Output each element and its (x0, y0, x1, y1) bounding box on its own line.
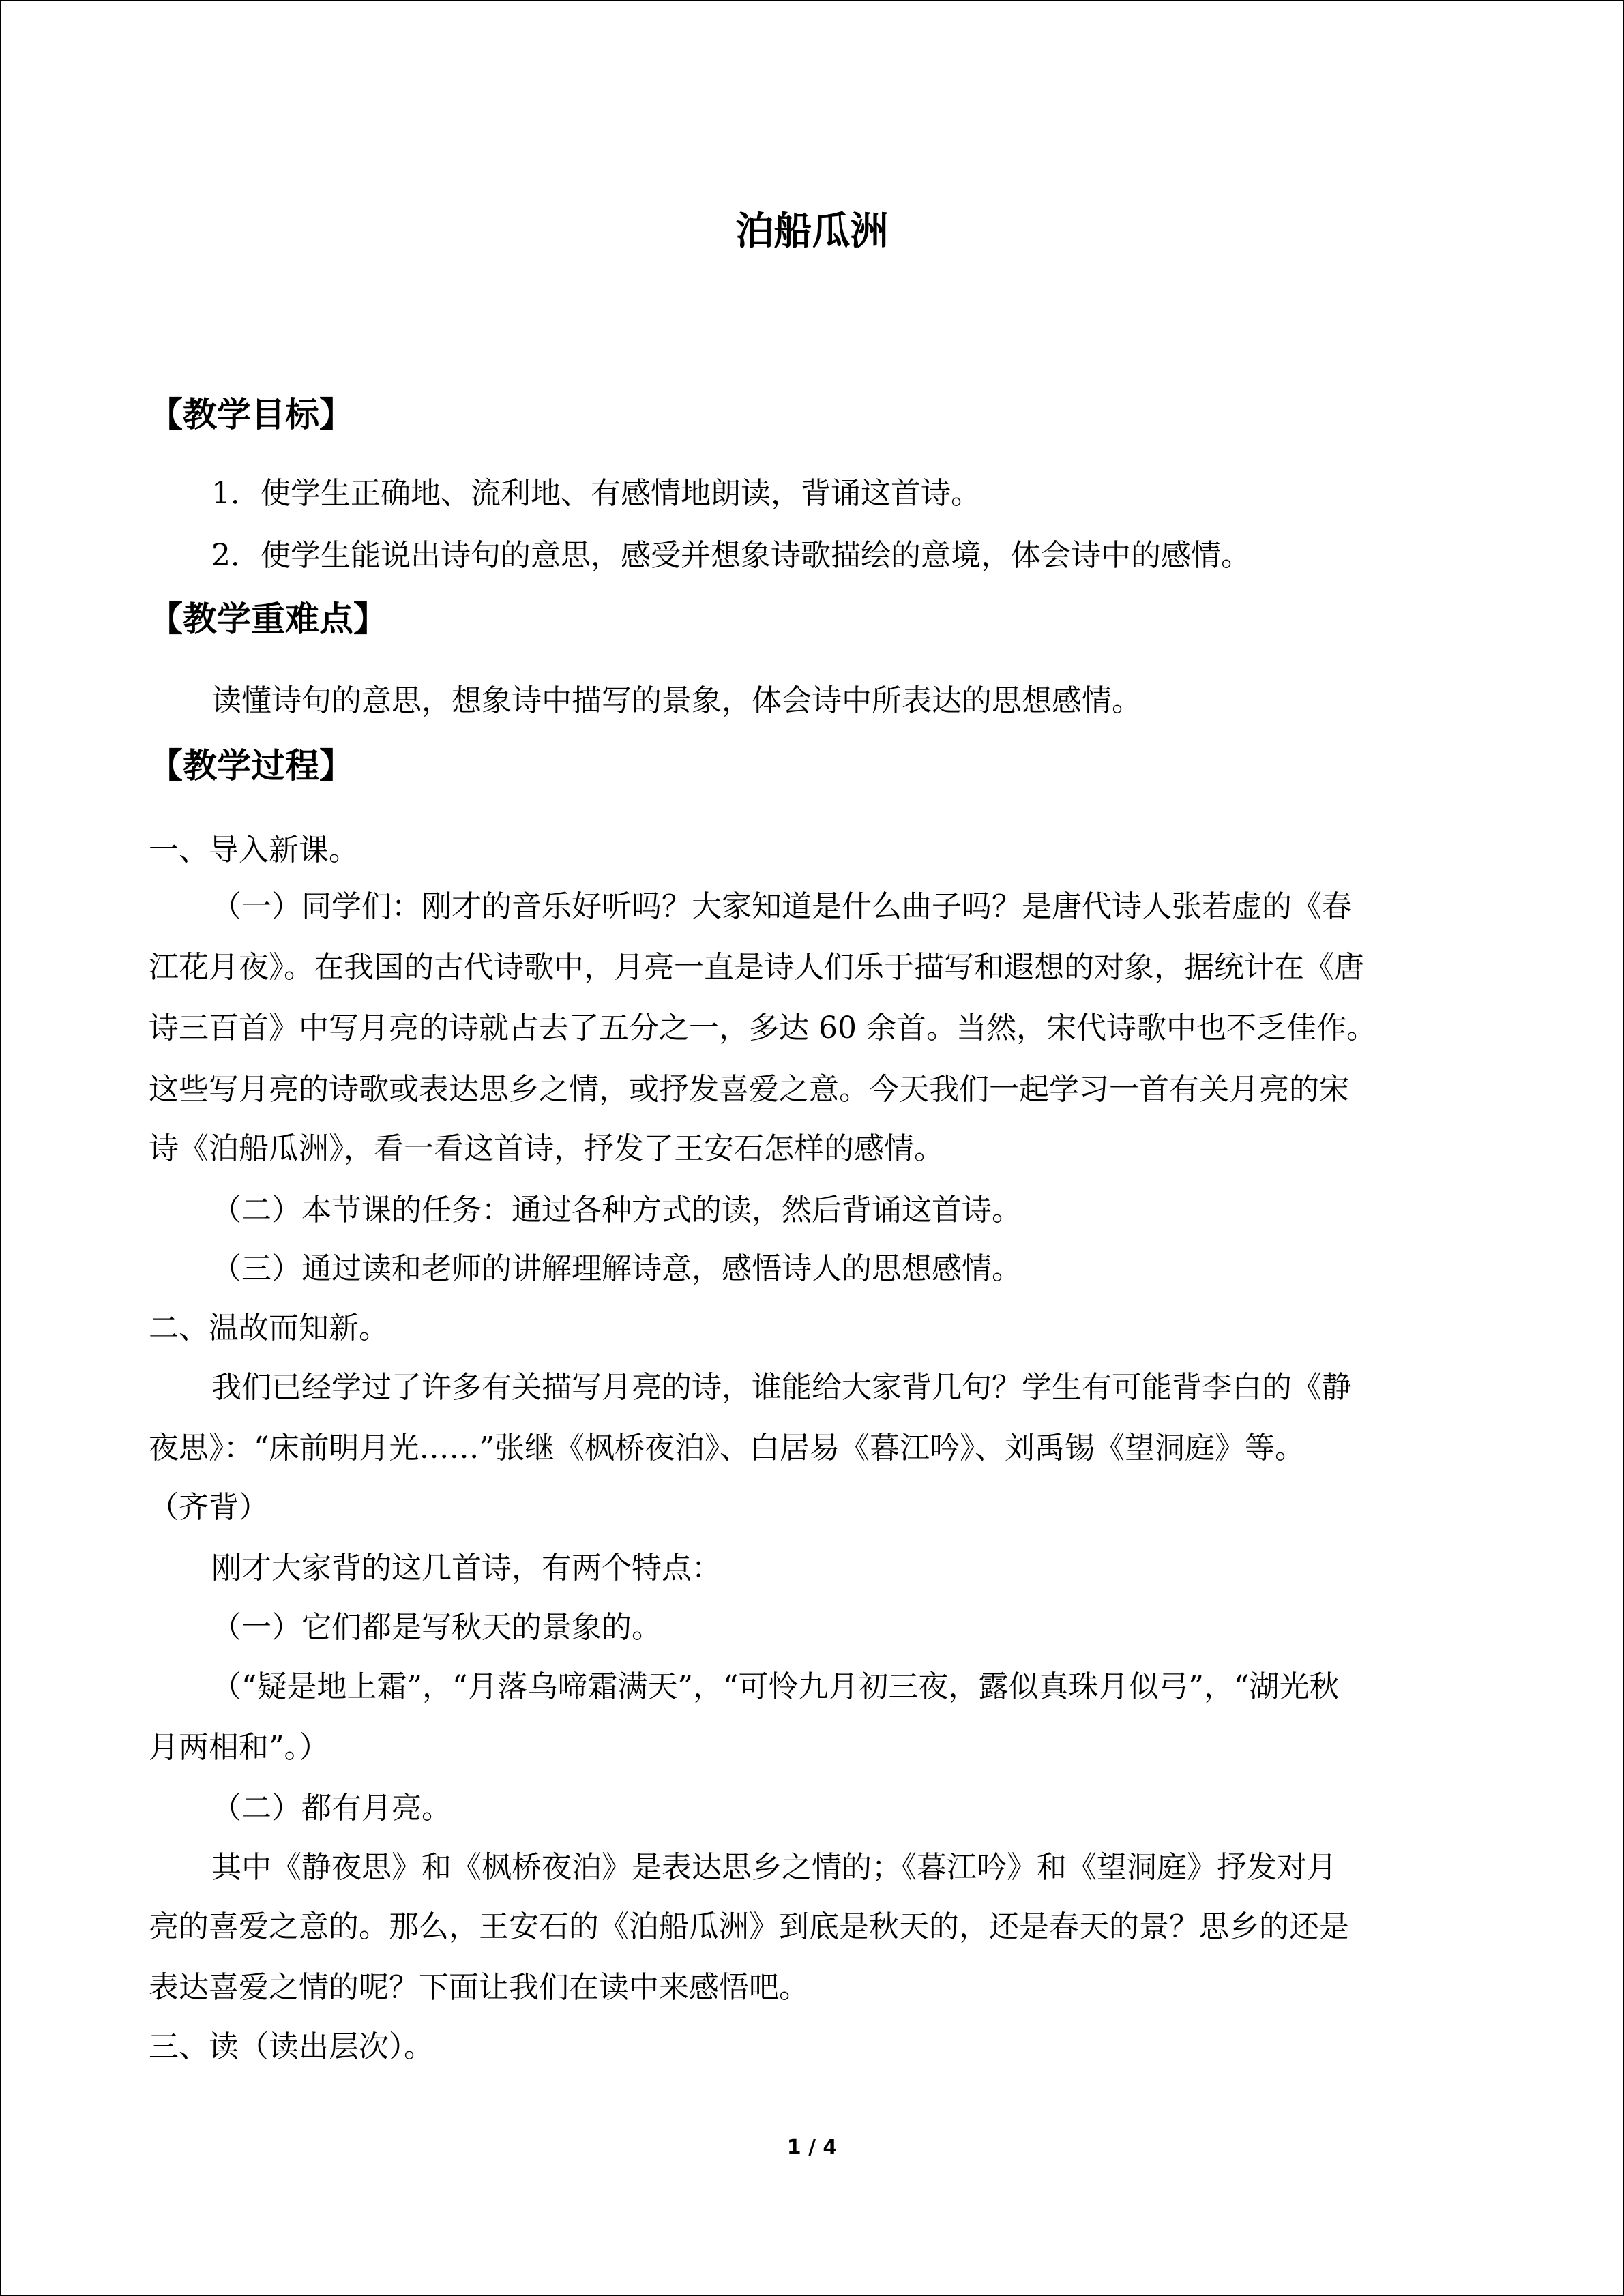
document-title: 泊船瓜洲 (735, 209, 889, 254)
goal-item: 2．使学生能说出诗句的意思，感受并想象诗歌描绘的意境，体会诗中的感情。 (211, 538, 1251, 573)
process-part-heading: 二、温故而知新。 (149, 1311, 389, 1345)
paragraph-line: 其中《静夜思》和《枫桥夜泊》是表达思乡之情的；《暮江吟》和《望洞庭》抒发对月 (211, 1850, 1337, 1885)
paragraph-line: 江花月夜》。在我国的古代诗歌中，月亮一直是诗人们乐于描写和遐想的对象，据统计在《唐 (149, 950, 1364, 985)
paragraph-line: （一）同学们：刚才的音乐好听吗？大家知道是什么曲子吗？是唐代诗人张若虚的《春 (211, 889, 1352, 924)
goal-item: 1．使学生正确地、流利地、有感情地朗读，背诵这首诗。 (211, 476, 981, 511)
keypoints-text: 读懂诗句的意思，想象诗中描写的景象，体会诗中所表达的思想感情。 (211, 683, 1142, 718)
section-heading-keypoints: 【教学重难点】 (149, 599, 387, 639)
paragraph-line: 亮的喜爱之意的。那么，王安石的《泊船瓜洲》到底是秋天的，还是春天的景？思乡的还是 (149, 1909, 1349, 1944)
paragraph-line: （二）都有月亮。 (211, 1791, 452, 1825)
paragraph-line: 我们已经学过了许多有关描写月亮的诗，谁能给大家背几句？学生有可能背李白的《静 (211, 1370, 1352, 1405)
paragraph-line: （二）本节课的任务：通过各种方式的读，然后背诵这首诗。 (211, 1193, 1022, 1227)
paragraph-line: 刚才大家背的这几首诗，有两个特点： (211, 1551, 722, 1585)
paragraph-line: 表达喜爱之情的呢？下面让我们在读中来感悟吧。 (149, 1970, 809, 2005)
paragraph-line: 诗《泊船瓜洲》，看一看这首诗，抒发了王安石怎样的感情。 (149, 1131, 944, 1166)
paragraph-line: （齐背） (149, 1490, 269, 1525)
paragraph-line: 月两相和”。） (149, 1730, 329, 1765)
paragraph-line: （一）它们都是写秋天的景象的。 (211, 1610, 662, 1645)
process-part-heading: 一、导入新课。 (149, 833, 359, 867)
paragraph-line: 这些写月亮的诗歌或表达思乡之情，或抒发喜爱之意。今天我们一起学习一首有关月亮的宋 (149, 1072, 1349, 1107)
paragraph-line: 夜思》：“床前明月光……”张继《枫桥夜泊》、白居易《暮江吟》、刘禹锡《望洞庭》等。 (149, 1431, 1305, 1465)
section-heading-goals: 【教学目标】 (149, 395, 353, 434)
paragraph-line: （三）通过读和老师的讲解理解诗意，感悟诗人的思想感情。 (211, 1251, 1022, 1286)
process-part-heading: 三、读（读出层次）。 (149, 2029, 434, 2064)
paragraph-line: 诗三百首》中写月亮的诗就占去了五分之一，多达 60 余首。当然，宋代诗歌中也不乏佳作。 (149, 1011, 1376, 1045)
page-number: 1 / 4 (786, 2136, 838, 2160)
paragraph-line: （“疑是地上霜”，“月落乌啼霜满天”，“可怜九月初三夜，露似真珠月似弓”，“湖光秋 (211, 1669, 1340, 1704)
section-heading-process: 【教学过程】 (149, 746, 353, 786)
